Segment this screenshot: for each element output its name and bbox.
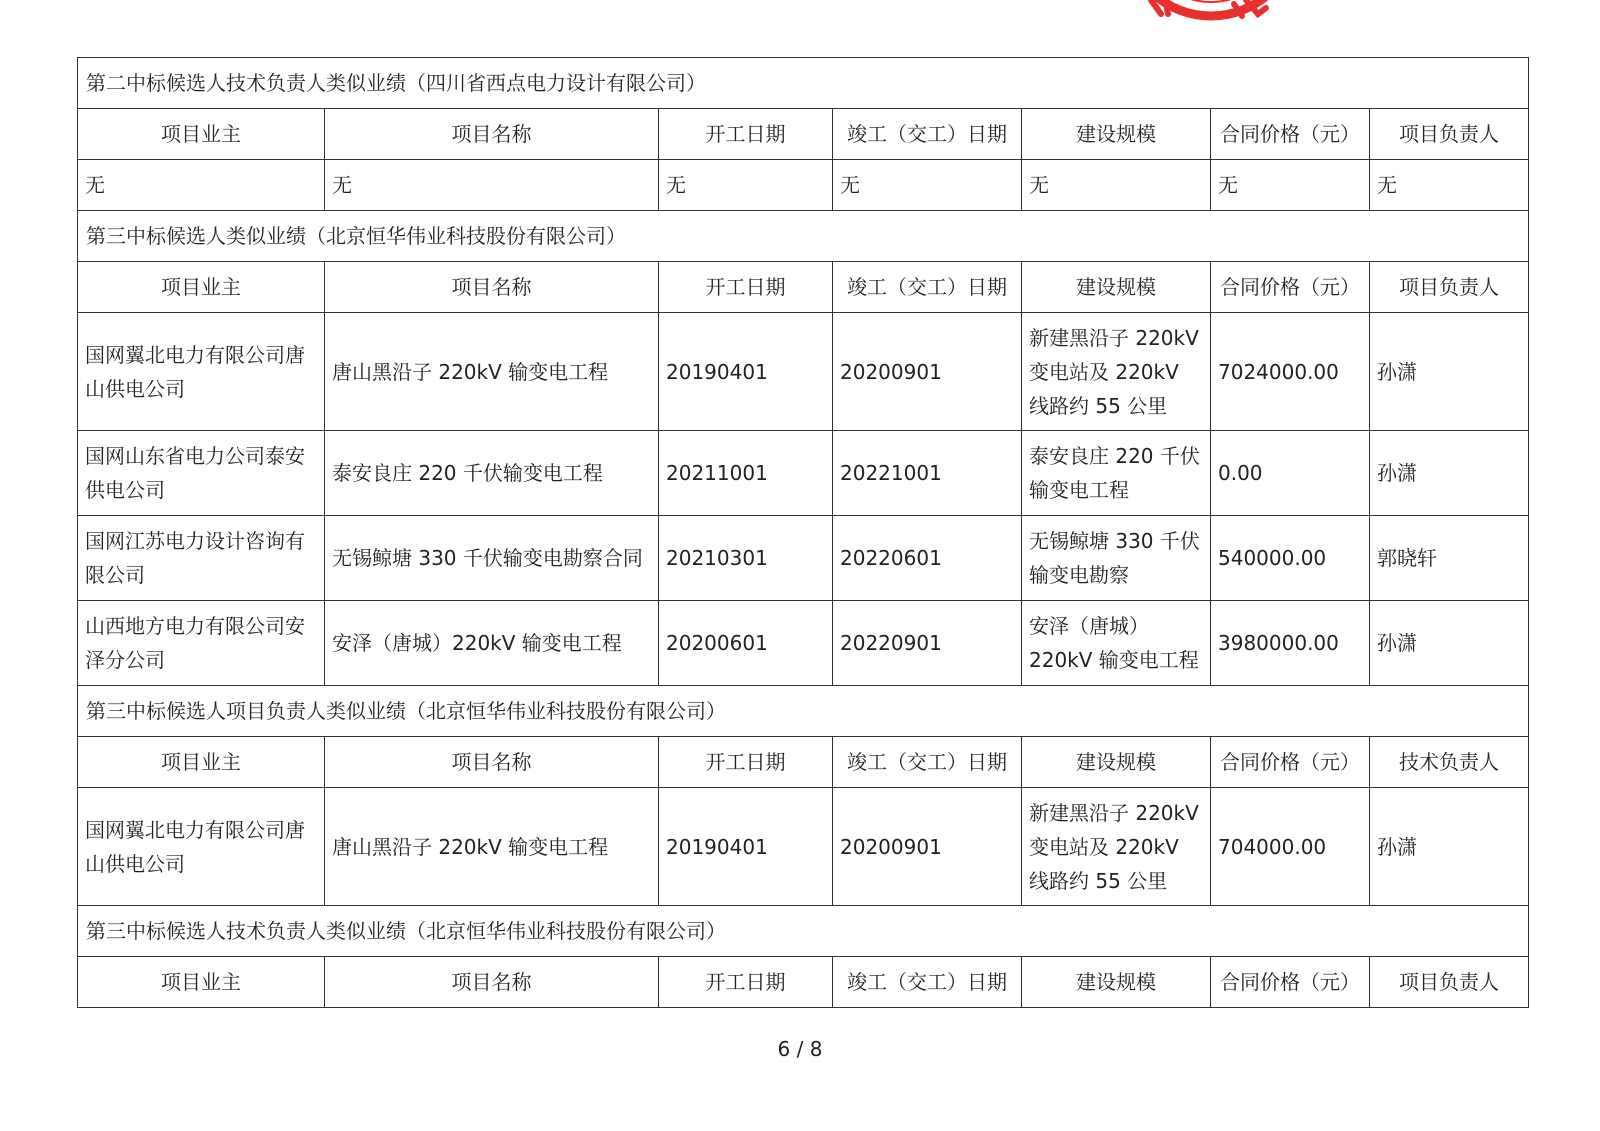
header-contract-price: 合同价格（元） <box>1211 957 1370 1008</box>
table-header-row <box>78 262 1529 313</box>
header-contract-price: 合同价格（元） <box>1211 262 1370 313</box>
cell-scale: 泰安良庄 220 千伏输变电工程 <box>1022 431 1211 516</box>
header-start-date: 开工日期 <box>659 109 833 160</box>
cell-completion-date: 20221001 <box>833 431 1022 516</box>
header-completion-date: 竣工（交工）日期 <box>833 957 1022 1008</box>
header-scale: 建设规模 <box>1022 737 1211 788</box>
header-person-in-charge: 项目负责人 <box>1370 957 1529 1008</box>
section-title: 第三中标候选人类似业绩（北京恒华伟业科技股份有限公司） <box>78 211 1529 262</box>
cell-person-in-charge: 孙潇 <box>1370 601 1529 686</box>
header-start-date: 开工日期 <box>659 957 833 1008</box>
table-header-row <box>78 109 1529 160</box>
section-title: 第二中标候选人技术负责人类似业绩（四川省西点电力设计有限公司） <box>78 58 1529 109</box>
header-completion-date: 竣工（交工）日期 <box>833 262 1022 313</box>
cell-scale: 新建黑沿子 220kV 变电站及 220kV 线路约 55 公里 <box>1022 313 1211 431</box>
cell-start-date: 20190401 <box>659 788 833 906</box>
section-title: 第三中标候选人项目负责人类似业绩（北京恒华伟业科技股份有限公司） <box>78 686 1529 737</box>
cell-owner: 国网山东省电力公司泰安供电公司 <box>78 431 325 516</box>
cell-scale: 无锡鲸塘 330 千伏输变电勘察 <box>1022 516 1211 601</box>
cell-start-date: 20190401 <box>659 313 833 431</box>
cell-project-name: 唐山黑沿子 220kV 输变电工程 <box>325 788 659 906</box>
header-person-in-charge: 项目负责人 <box>1370 109 1529 160</box>
cell-person-in-charge: 孙潇 <box>1370 431 1529 516</box>
header-project-name: 项目名称 <box>325 109 659 160</box>
header-contract-price: 合同价格（元） <box>1211 737 1370 788</box>
section-title: 第三中标候选人技术负责人类似业绩（北京恒华伟业科技股份有限公司） <box>78 906 1529 957</box>
cell-completion-date: 20200901 <box>833 788 1022 906</box>
cell-contract-price: 3980000.00 <box>1211 601 1370 686</box>
header-person-in-charge: 项目负责人 <box>1370 262 1529 313</box>
cell-owner: 无 <box>78 160 325 211</box>
cell-contract-price: 540000.00 <box>1211 516 1370 601</box>
header-completion-date: 竣工（交工）日期 <box>833 737 1022 788</box>
table-row <box>78 788 1529 906</box>
cell-owner: 山西地方电力有限公司安泽分公司 <box>78 601 325 686</box>
section-title-row <box>78 906 1529 957</box>
section-title-row <box>78 211 1529 262</box>
cell-project-name: 唐山黑沿子 220kV 输变电工程 <box>325 313 659 431</box>
table-row <box>78 313 1529 431</box>
table-row <box>78 431 1529 516</box>
header-start-date: 开工日期 <box>659 262 833 313</box>
cell-owner: 国网翼北电力有限公司唐山供电公司 <box>78 788 325 906</box>
table-header-row <box>78 957 1529 1008</box>
cell-person-in-charge: 孙潇 <box>1370 313 1529 431</box>
header-project-name: 项目名称 <box>325 957 659 1008</box>
cell-contract-price: 7024000.00 <box>1211 313 1370 431</box>
seal-stamp-icon <box>1096 0 1326 22</box>
cell-completion-date: 20200901 <box>833 313 1022 431</box>
header-technical-lead: 技术负责人 <box>1370 737 1529 788</box>
performance-table <box>77 57 1529 1008</box>
cell-owner: 国网江苏电力设计咨询有限公司 <box>78 516 325 601</box>
header-project-name: 项目名称 <box>325 737 659 788</box>
header-contract-price: 合同价格（元） <box>1211 109 1370 160</box>
page-number: 6 / 8 <box>777 1037 823 1061</box>
header-start-date: 开工日期 <box>659 737 833 788</box>
table-row <box>78 516 1529 601</box>
cell-start-date: 20200601 <box>659 601 833 686</box>
header-scale: 建设规模 <box>1022 957 1211 1008</box>
cell-completion-date: 无 <box>833 160 1022 211</box>
header-owner: 项目业主 <box>78 262 325 313</box>
header-scale: 建设规模 <box>1022 109 1211 160</box>
cell-person-in-charge: 无 <box>1370 160 1529 211</box>
cell-project-name: 无锡鲸塘 330 千伏输变电勘察合同 <box>325 516 659 601</box>
cell-completion-date: 20220901 <box>833 601 1022 686</box>
header-completion-date: 竣工（交工）日期 <box>833 109 1022 160</box>
cell-scale: 无 <box>1022 160 1211 211</box>
header-owner: 项目业主 <box>78 737 325 788</box>
header-owner: 项目业主 <box>78 957 325 1008</box>
header-owner: 项目业主 <box>78 109 325 160</box>
cell-person-in-charge: 郭晓轩 <box>1370 516 1529 601</box>
cell-project-name: 泰安良庄 220 千伏输变电工程 <box>325 431 659 516</box>
cell-scale: 安泽（唐城）220kV 输变电工程 <box>1022 601 1211 686</box>
cell-scale: 新建黑沿子 220kV 变电站及 220kV 线路约 55 公里 <box>1022 788 1211 906</box>
table-header-row <box>78 737 1529 788</box>
cell-start-date: 20210301 <box>659 516 833 601</box>
cell-start-date: 20211001 <box>659 431 833 516</box>
section-title-row <box>78 686 1529 737</box>
table-row <box>78 160 1529 211</box>
cell-person-in-charge: 孙潇 <box>1370 788 1529 906</box>
table-row <box>78 601 1529 686</box>
cell-contract-price: 无 <box>1211 160 1370 211</box>
cell-contract-price: 0.00 <box>1211 431 1370 516</box>
section-title-row <box>78 58 1529 109</box>
red-seal-stamp <box>1096 0 1326 22</box>
header-scale: 建设规模 <box>1022 262 1211 313</box>
cell-start-date: 无 <box>659 160 833 211</box>
cell-completion-date: 20220601 <box>833 516 1022 601</box>
cell-project-name: 无 <box>325 160 659 211</box>
cell-project-name: 安泽（唐城）220kV 输变电工程 <box>325 601 659 686</box>
header-project-name: 项目名称 <box>325 262 659 313</box>
cell-owner: 国网翼北电力有限公司唐山供电公司 <box>78 313 325 431</box>
cell-contract-price: 704000.00 <box>1211 788 1370 906</box>
